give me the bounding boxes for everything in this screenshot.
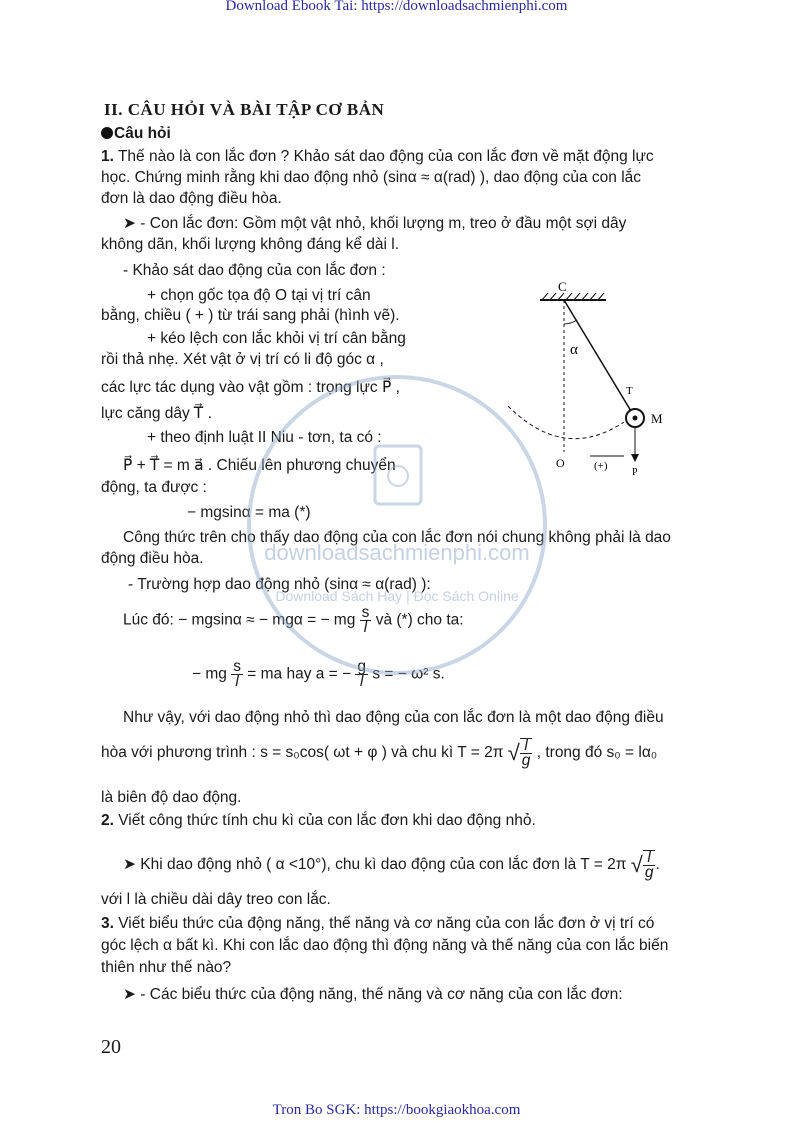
eq-a-part-3: s = − ω² s. [372, 665, 445, 683]
subtitle-text: Câu hỏi [114, 125, 171, 142]
q3-answer-1: ➤ - Các biểu thức của động năng, thế năng và cơ năng của con lắc đơn: [123, 986, 623, 1003]
period-equation-left: hòa với phương trình : s = s₀cos( ωt + φ ) và chu kì T = 2π [101, 744, 504, 762]
q1-answer-10: + theo định luật II Niu - tơn, ta có : [147, 429, 382, 446]
section-title: II. CÂU HỎI VÀ BÀI TẬP CƠ BẢN [104, 100, 385, 119]
q1-answer-17 [123, 606, 464, 635]
eq-small-angle-right: và (*) cho ta: [375, 611, 464, 629]
sqrt-icon: √ [507, 740, 520, 766]
q1-answer-1: ➤ - Con lắc đơn: Gồm một vật nhỏ, khối lượng m, treo ở đầu một sợi dây [123, 215, 627, 232]
label-plus: (+) [594, 460, 608, 472]
label-c: C [558, 282, 567, 294]
fraction-denominator: l [363, 619, 368, 636]
q3-text-1: Viết biểu thức của động năng, thế năng và cơ năng của con lắc đơn ở vị trí có [118, 915, 655, 932]
section-subtitle [101, 124, 171, 144]
q2-answer-text: ➤ Khi dao động nhỏ ( α <10°), chu kì dao động của con lắc đơn là T = 2π [123, 856, 627, 874]
q1-answer-5: bằng, chiều ( + ) từ trái sang phải (hình vẽ). [101, 307, 400, 324]
eq-a-part-2: = ma hay a = − [247, 665, 352, 683]
angle-arc [564, 320, 577, 324]
q1-answer-6: + kéo lệch con lắc khỏi vị trí cân bằng [147, 330, 406, 347]
fraction-s-over-l [360, 606, 372, 635]
fraction-numerator: l [520, 739, 533, 754]
eq-small-angle-left: Lúc đó: − mgsinα ≈ − mgα = − mg [123, 611, 356, 629]
label-m: M [651, 411, 663, 426]
fraction-l-over-g [520, 738, 533, 768]
q1-line-2: học. Chứng minh rằng khi dao động nhỏ (sinα ≈ α(rad) ), dao động của con lắc [101, 169, 642, 186]
bullet-icon [101, 127, 113, 139]
eq-a-part-1: − mg [192, 665, 227, 683]
q3-line-3: thiên như thế nào? [101, 959, 232, 976]
ceiling-hatch [542, 293, 604, 300]
q1-answer-2: không dãn, khối lượng không đáng kể dài l. [101, 236, 400, 253]
footer-link[interactable]: Tron Bo SGK: https://bookgiaokhoa.com [272, 1102, 521, 1118]
q1-answer-14: Công thức trên cho thấy dao động của con lắc đơn nói chung không phải là dao [123, 529, 671, 546]
q3-line-2: góc lệch α bất kì. Khi con lắc dao động thì động năng và thế năng của con lắc biến [101, 937, 669, 954]
q1-text-1: Thế nào là con lắc đơn ? Khảo sát dao động của con lắc đơn về mặt động lực [117, 148, 654, 165]
q1-answer-16: - Trường hợp dao động nhỏ (sinα ≈ α(rad) ): [128, 576, 431, 593]
pendulum-diagram [500, 282, 700, 482]
label-t: T [626, 385, 633, 397]
q1-answer-21: là biên độ dao động. [101, 789, 242, 806]
q1-answer-8: các lực tác dụng vào vật gồm : trọng lực P⃗ , [101, 379, 400, 396]
fraction-denominator: l [360, 673, 364, 690]
q2-answer-end: . [655, 856, 660, 874]
fraction-denominator: l [235, 673, 239, 690]
fraction-numerator: l [643, 851, 656, 866]
period-equation-right: , trong đó s₀ = lα₀ [536, 744, 658, 762]
q2-text: Viết công thức tính chu kì của con lắc đơn khi dao động nhỏ. [118, 812, 536, 829]
q1-answer-3: - Khảo sát dao động của con lắc đơn : [123, 262, 386, 279]
q1-answer-13: − mgsinα = ma (*) [187, 504, 311, 521]
label-p: P [632, 467, 638, 478]
q1-answer-4: + chọn gốc tọa độ O tại vị trí cân [147, 287, 371, 304]
q1-line-1 [101, 147, 654, 167]
swing-arc [508, 406, 624, 439]
page-number: 20 [101, 1036, 121, 1058]
header-download-link[interactable]: Download Ebook Tai: https://downloadsachmienphi.com [225, 0, 568, 14]
q1-answer-11: P⃗ + T⃗ = m a⃗ . Chiếu lên phương chuyển [123, 457, 396, 474]
watermark-tagline: Download Sách Hay | Đọc Sách Online [275, 588, 519, 604]
sqrt-icon: √ [630, 852, 643, 878]
label-alpha: α [570, 342, 578, 358]
q3-line-1 [101, 914, 654, 934]
q1-answer-9: lực căng dây T⃗ . [101, 405, 212, 422]
bob-center [633, 416, 638, 421]
q1-answer-7: rồi thả nhẹ. Xét vật ở vị trí có li độ góc α , [101, 351, 384, 368]
q2-answer-2: với l là chiều dài dây treo con lắc. [101, 891, 331, 908]
label-o: O [556, 456, 565, 470]
q3-number: 3. [101, 915, 114, 932]
fraction-l-over-g-2 [643, 850, 656, 880]
fraction-g-over-l [355, 660, 368, 689]
q1-answer-12: động, ta được : [101, 479, 207, 496]
q1-answer-15: động điều hòa. [101, 550, 204, 567]
q1-answer-19: Như vậy, với dao động nhỏ thì dao động của con lắc đơn là một dao động điều [123, 709, 664, 726]
q1-number: 1. [101, 148, 114, 165]
q1-line-3: đơn là dao động điều hòa. [101, 190, 282, 207]
fraction-numerator: g [357, 658, 367, 675]
q2-line [101, 811, 536, 831]
q1-answer-18 [192, 660, 445, 689]
fraction-numerator: s [361, 604, 370, 621]
fraction-denominator: g [521, 752, 531, 769]
q2-number: 2. [101, 812, 114, 829]
fraction-numerator: s [233, 658, 241, 675]
q1-answer-20 [101, 738, 657, 768]
watermark-site: downloadsachmienphi.com [264, 540, 530, 565]
fraction-denominator: g [644, 864, 654, 881]
fraction-s-over-l-2 [231, 660, 243, 689]
q2-answer-1 [123, 850, 660, 880]
weight-arrowhead [631, 454, 639, 462]
